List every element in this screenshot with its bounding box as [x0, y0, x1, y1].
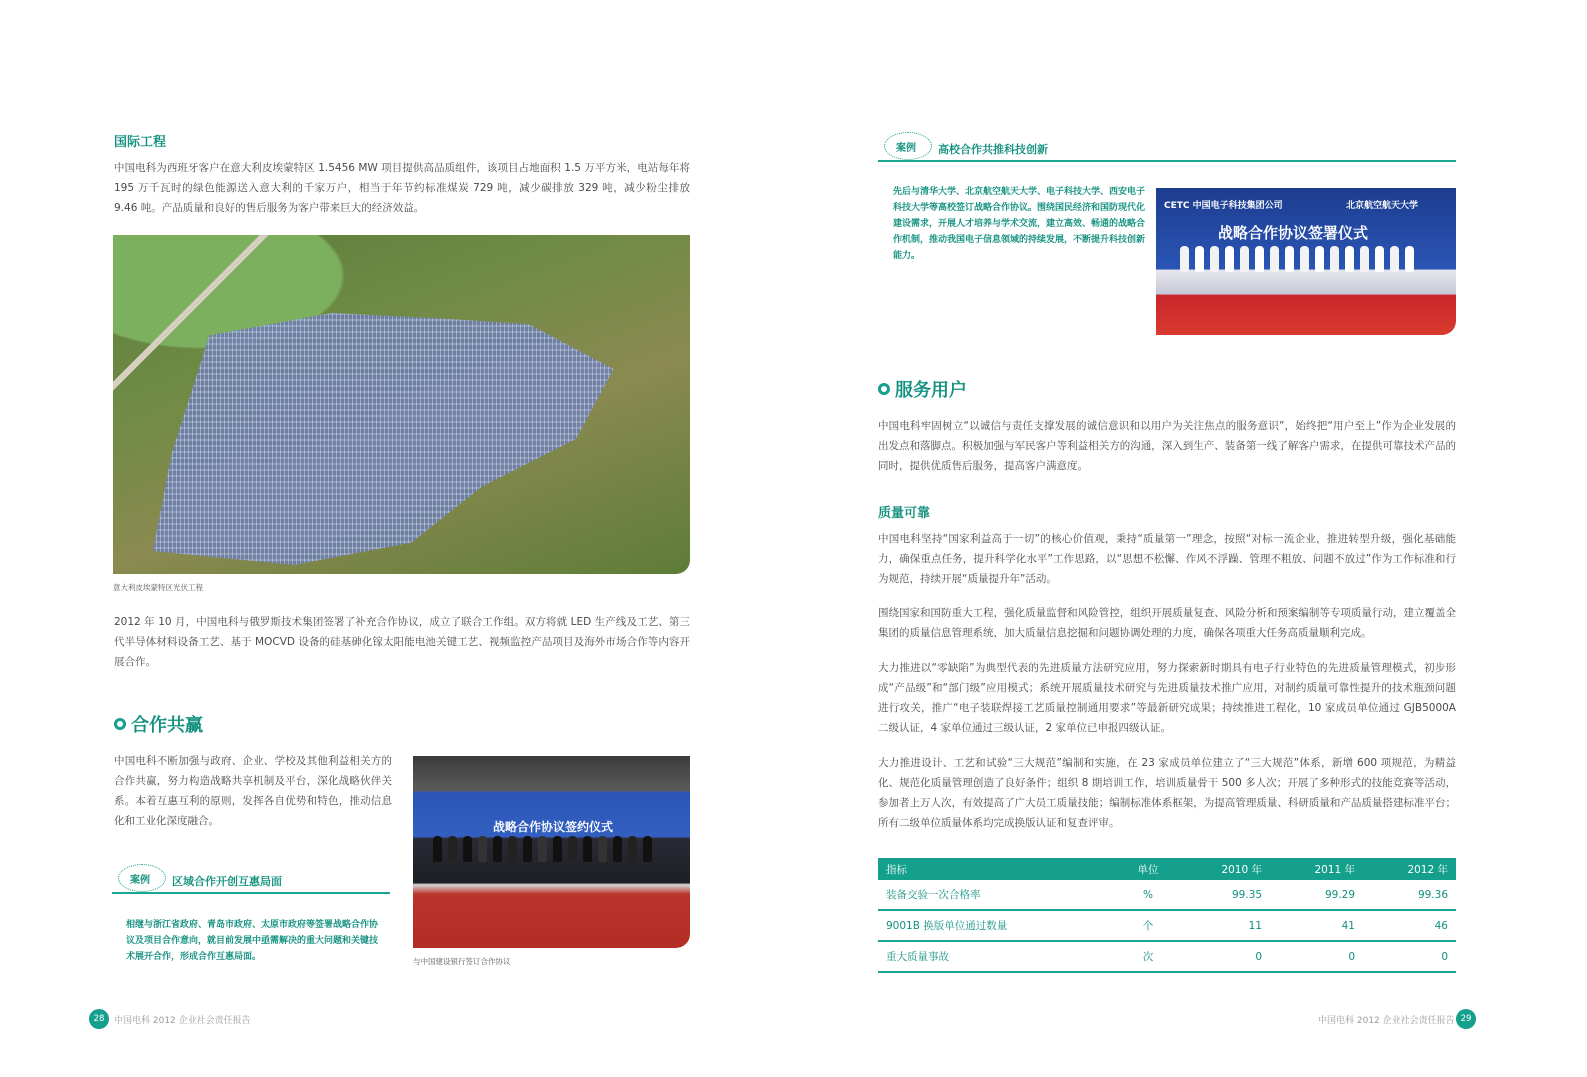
solar-farm-photo	[113, 235, 690, 574]
table-cell: 46	[1363, 910, 1456, 941]
table-header-cell: 单位	[1118, 858, 1178, 880]
table-cell: 个	[1118, 910, 1178, 941]
table-row	[878, 910, 1456, 941]
page-number-left: 28	[89, 1009, 109, 1029]
coop-heading	[114, 711, 203, 737]
table-cell: 0	[1178, 941, 1270, 972]
footer-text-left: 中国电科 2012 企业社会责任报告	[114, 1016, 251, 1026]
table-cell: 9001B 换版单位通过数量	[878, 910, 1118, 941]
people-row	[433, 836, 652, 862]
table-cell: %	[1118, 880, 1178, 910]
case-title: 区域合作开创互惠局面	[172, 875, 282, 888]
table-header-cell: 2012 年	[1363, 858, 1456, 880]
solar-panels-graphic	[153, 285, 623, 565]
russia-paragraph: 2012 年 10 月，中国电科与俄罗斯技术集团签署了补充合作协议，成立了联合工作组。双方将就 LED 生产线及工艺、第三代半导体材料设备工艺、基于 MOCVD 设备的硅基砷化镓太阳能电池关键工艺、视频监控产品项目及海外市场合作等内容开展合作。	[114, 616, 690, 668]
case-title: 高校合作共推科技创新	[938, 143, 1048, 156]
table-cell: 0	[1270, 941, 1363, 972]
table-cell: 0	[1363, 941, 1456, 972]
case-header	[112, 862, 390, 892]
bank-signing-photo	[413, 756, 690, 948]
table-header-cell: 2011 年	[1270, 858, 1363, 880]
cetc-logo-text: CETC 中国电子科技集团公司	[1164, 201, 1283, 211]
ring-icon	[878, 383, 890, 395]
table-cell: 次	[1118, 941, 1178, 972]
table-header-row	[878, 858, 1456, 880]
buaa-logo-text: 北京航空航天大学	[1346, 201, 1419, 211]
people-row	[1180, 246, 1414, 272]
intl-paragraph: 中国电科为西班牙客户在意大利皮埃蒙特区 1.5456 MW 项目提供高品质组件，该项目占地面积 1.5 万平方米，电站每年将 195 万千瓦时的绿色能源送入意大利的千家万户，相当于年节约标准煤炭 729 吨，减少碳排放 329 吨，减少粉尘排放 9.46 吨。产品质量和良好的售后服务为客户带来巨大的经济效益。	[114, 162, 690, 214]
quality-paragraph-2: 围绕国家和国防重大工程，强化质量监督和风险管控，组织开展质量复查、风险分析和预案编制等专项质量行动，建立覆盖全集团的质量信息管理系统，加大质量信息挖掘和问题协调处理的力度，确保各项重大任务高质量顺利完成。	[878, 607, 1456, 639]
table-cell: 重大质量事故	[878, 941, 1118, 972]
case-block-university	[878, 130, 1456, 162]
case-block-regional	[112, 862, 390, 894]
case-divider	[878, 160, 1456, 162]
table-cell: 11	[1178, 910, 1270, 941]
case-text-regional: 相继与浙江省政府、青岛市政府、太原市政府等签署战略合作协议及项目合作意向，就目前发展中亟需解决的重大问题和关键技术展开合作，形成合作互惠局面。	[126, 920, 379, 962]
case-header	[878, 130, 1456, 160]
table-cell: 装备交验一次合格率	[878, 880, 1118, 910]
coop-heading-text: 合作共赢	[131, 715, 203, 736]
quality-paragraph-1: 中国电科坚持“国家利益高于一切”的核心价值观，秉持“质量第一”理念，按照“对标一流企业，推进转型升级，强化基础能力，确保重点任务，提升科学化水平”工作思路，以“思想不松懈、作风不浮躁、管理不粗放、问题不放过”作为工作标准和行为规范，持续开展“质量提升年”活动。	[878, 533, 1456, 585]
case-label: 案例	[896, 143, 916, 154]
quality-heading: 质量可靠	[878, 506, 931, 521]
table-cell: 99.35	[1178, 880, 1270, 910]
case-badge-icon	[112, 862, 168, 892]
quality-paragraph-4: 大力推进设计、工艺和试验“三大规范”编制和实施，在 23 家成员单位建立了“三大规范”体系，新增 600 项规范，为精益化、规范化质量管理创造了良好条件；组织 8 期培训工作，培训质量骨干 500 多人次；开展了多种形式的技能竞赛等活动，参加者上万人次，有效提高了广大员工质量技能；编制标准体系框架，为提高管理质量、科研质量和产品质量搭建标准平台；所有二级单位质量体系均完成换版认证和复查评审。	[878, 757, 1456, 829]
bank-caption: 与中国建设银行签订合作协议	[413, 957, 511, 966]
solar-caption: 意大利皮埃蒙特区光伏工程	[113, 583, 203, 592]
intl-heading: 国际工程	[114, 135, 167, 150]
table-header-cell: 2010 年	[1178, 858, 1270, 880]
footer-text-right: 中国电科 2012 企业社会责任报告	[1318, 1016, 1455, 1026]
university-signing-photo	[1156, 188, 1456, 335]
coop-paragraph: 中国电科不断加强与政府、企业、学校及其他利益相关方的合作共赢，努力构造战略共享机制及平台，深化战略伙伴关系。本着互惠互利的原则，发挥各自优势和特色，推动信息化和工业化深度融合。	[114, 755, 392, 827]
table-cell: 41	[1270, 910, 1363, 941]
table-row	[878, 941, 1456, 972]
quality-paragraph-3: 大力推进以“零缺陷”为典型代表的先进质量方法研究应用，努力探索新时期具有电子行业特色的先进质量管理模式，初步形成“产品级”和“部门级”应用模式；系统开展质量技术研究与先进质量技术推广应用，对制约质量可靠性提升的技术瓶颈问题进行攻关，推广“电子装联焊接工艺质量控制通用要求”等最新研究成果；持续推进工程化，10 家成员单位通过 GJB5000A 二级认证，4 家单位通过三级认证，2 家单位已申报四级认证。	[878, 662, 1456, 734]
table-header-cell: 指标	[878, 858, 1118, 880]
case-label: 案例	[130, 875, 150, 886]
quality-metrics-table	[878, 858, 1456, 973]
page-number-right: 29	[1456, 1009, 1476, 1029]
bank-banner-text: 战略合作协议签约仪式	[493, 820, 614, 834]
university-banner-text: 战略合作协议签署仪式	[1218, 224, 1369, 242]
case-text-university: 先后与清华大学、北京航空航天大学、电子科技大学、西安电子科技大学等高校签订战略合作协议。围绕国民经济和国防现代化建设需求，开展人才培养与学术交流，建立高效、畅通的战略合作机制，推动我国电子信息领域的持续发展，不断提升科技创新能力。	[893, 187, 1146, 261]
service-paragraph: 中国电科牢固树立“以诚信与责任支撑发展的诚信意识和以用户为关注焦点的服务意识”，始终把“用户至上”作为企业发展的出发点和落脚点。积极加强与军民客户等利益相关方的沟通，深入到生产、装备第一线了解客户需求，在提供可靠技术产品的同时，提供优质售后服务，提高客户满意度。	[878, 420, 1456, 472]
table-cell: 99.36	[1363, 880, 1456, 910]
ring-icon	[114, 718, 126, 730]
service-heading	[878, 376, 967, 402]
table-cell: 99.29	[1270, 880, 1363, 910]
case-divider	[112, 892, 390, 894]
service-heading-text: 服务用户	[895, 380, 967, 401]
table-row	[878, 880, 1456, 910]
case-badge-icon	[878, 130, 934, 160]
